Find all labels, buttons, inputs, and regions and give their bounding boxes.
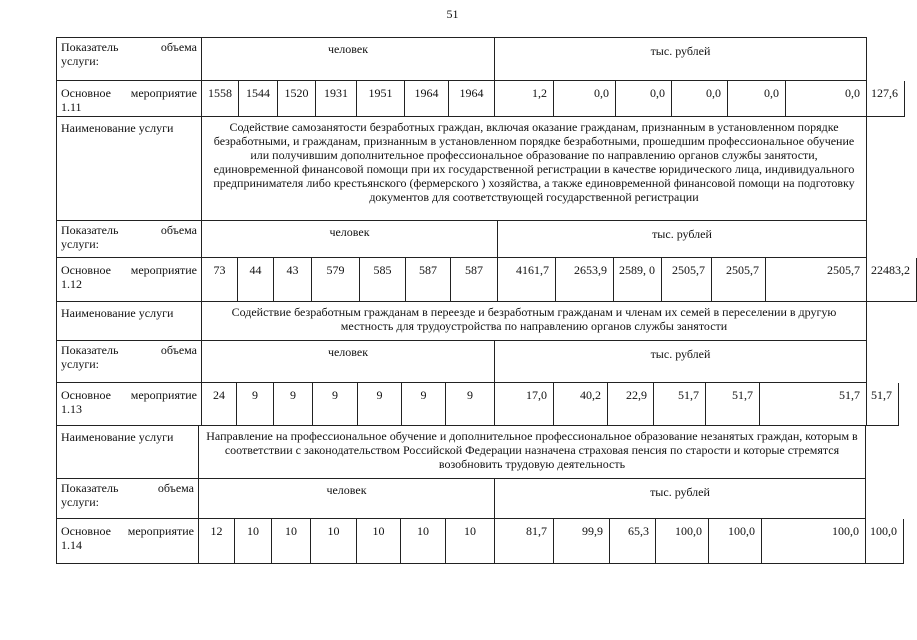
people-value-cell: 1931: [316, 81, 357, 117]
rubles-value-cell: 22483,2: [867, 258, 917, 302]
rubles-value-cell: 0,0: [728, 81, 786, 117]
rubles-value-cell: 51,7: [760, 383, 867, 426]
rubles-value-cell: 100,0: [709, 519, 762, 564]
rubles-value-cell: 2589, 0: [614, 258, 662, 302]
people-value-cell: 43: [274, 258, 312, 302]
volume-label-word: Показатель: [61, 343, 119, 357]
rubles-value-cell: 0,0: [786, 81, 867, 117]
people-value-cell: 44: [238, 258, 274, 302]
people-value-cell: 73: [202, 258, 238, 302]
unit-rubles-header: тыс. рублей: [498, 221, 867, 258]
rubles-value-cell: 51,7: [867, 383, 899, 426]
people-value-cell: 585: [360, 258, 406, 302]
main-event-label: [56, 81, 202, 117]
service-name-label: Наименование услуги: [56, 117, 202, 221]
rubles-value-cell: 2653,9: [556, 258, 614, 302]
rubles-value-cell: 0,0: [554, 81, 616, 117]
volume-label-word: услуги:: [61, 237, 99, 251]
rubles-value-cell: 65,3: [610, 519, 656, 564]
unit-people-header: человек: [199, 479, 495, 519]
main-event-label: [56, 519, 199, 564]
volume-label-word: объема: [157, 481, 194, 495]
event-label-word: Основное: [61, 86, 111, 100]
people-value-cell: 9: [274, 383, 313, 426]
rubles-value-cell: 4161,7: [498, 258, 556, 302]
rubles-value-cell: 51,7: [654, 383, 706, 426]
event-label-word: мероприятие: [130, 86, 197, 100]
people-value-cell: 9: [313, 383, 358, 426]
rubles-value-cell: 22,9: [608, 383, 654, 426]
people-value-cell: 587: [451, 258, 498, 302]
people-value-cell: 9: [237, 383, 274, 426]
volume-indicator-label: [56, 221, 202, 258]
rubles-value-cell: 127,6: [867, 81, 905, 117]
people-value-cell: 1544: [239, 81, 278, 117]
event-label-word: Основное: [61, 263, 111, 277]
event-label-word: Основное: [61, 524, 111, 538]
volume-label-word: Показатель: [61, 40, 119, 54]
rubles-value-cell: 2505,7: [662, 258, 712, 302]
volume-label-word: объема: [160, 40, 197, 54]
volume-label-word: услуги:: [61, 357, 99, 371]
volume-indicator-label: [56, 37, 202, 81]
people-value-cell: 10: [311, 519, 357, 564]
event-label-word: 1.12: [61, 277, 82, 291]
rubles-value-cell: 2505,7: [712, 258, 766, 302]
people-value-cell: 579: [312, 258, 360, 302]
people-value-cell: 24: [202, 383, 237, 426]
unit-people-header: человек: [202, 221, 498, 258]
people-value-cell: 1964: [449, 81, 495, 117]
people-value-cell: 587: [406, 258, 451, 302]
rubles-value-cell: 1,2: [495, 81, 554, 117]
event-label-word: 1.13: [61, 402, 82, 416]
people-value-cell: 1558: [202, 81, 239, 117]
event-label-word: 1.11: [61, 100, 82, 114]
rubles-value-cell: 2505,7: [766, 258, 867, 302]
rubles-value-cell: 0,0: [672, 81, 728, 117]
service-name-label: Наименование услуги: [56, 426, 199, 479]
volume-label-word: услуги:: [61, 495, 99, 509]
volume-label-word: услуги:: [61, 54, 99, 68]
service-name-label: Наименование услуги: [56, 302, 202, 341]
service-description: Содействие самозанятости безработных граждан, включая оказание гражданам, признанным в установленном порядке безработными, и гражданам, признанным в установленном порядке безработными, прошедшим профессиональное обучение или получившим дополнительное профессиональное образование по направлению органов службы занятости, единовременной финансовой помощи при их государственной регистрации в качестве юридического лица, индивидуального предпринимателя либо крестьянского (фермерского ) хозяйства, а также единовременной финансовой помощи на подготовку документов для соответствующей государственной регистрации: [202, 117, 867, 221]
rubles-value-cell: 100,0: [656, 519, 709, 564]
unit-rubles-header: тыс. рублей: [495, 341, 867, 383]
people-value-cell: 10: [401, 519, 446, 564]
people-value-cell: 1951: [357, 81, 405, 117]
page-number: 51: [446, 7, 459, 21]
unit-rubles-header: тыс. рублей: [495, 37, 867, 81]
people-value-cell: 1964: [405, 81, 449, 117]
rubles-value-cell: 0,0: [616, 81, 672, 117]
people-value-cell: 10: [357, 519, 401, 564]
volume-label-word: Показатель: [61, 481, 119, 495]
volume-indicator-label: [56, 479, 199, 519]
volume-label-word: объема: [160, 343, 197, 357]
service-description: Направление на профессиональное обучение и дополнительное профессиональное образование незанятых граждан, которым в соответствии с законодательством Российской Федерации назначена страховая пенсия по старости и которые стремятся возобновить трудовую деятельность: [199, 426, 866, 479]
unit-people-header: человек: [202, 37, 495, 81]
rubles-value-cell: 40,2: [554, 383, 608, 426]
event-label-word: мероприятие: [130, 388, 197, 402]
service-description: Содействие безработным гражданам в переезде и безработным гражданам и членам их семей в переселении в другую местность для трудоустройства по направлению органов службы занятости: [202, 302, 867, 341]
people-value-cell: 10: [446, 519, 495, 564]
event-label-word: Основное: [61, 388, 111, 402]
people-value-cell: 9: [358, 383, 402, 426]
people-value-cell: 1520: [278, 81, 316, 117]
rubles-value-cell: 99,9: [554, 519, 610, 564]
people-value-cell: 9: [446, 383, 495, 426]
people-value-cell: 10: [235, 519, 272, 564]
event-label-word: 1.14: [61, 538, 82, 552]
unit-rubles-header: тыс. рублей: [495, 479, 866, 519]
rubles-value-cell: 51,7: [706, 383, 760, 426]
people-value-cell: 10: [272, 519, 311, 564]
people-value-cell: 12: [199, 519, 235, 564]
volume-label-word: объема: [160, 223, 197, 237]
rubles-value-cell: 100,0: [866, 519, 904, 564]
rubles-value-cell: 100,0: [762, 519, 866, 564]
volume-indicator-label: [56, 341, 202, 383]
unit-people-header: человек: [202, 341, 495, 383]
main-event-label: [56, 258, 202, 302]
rubles-value-cell: 81,7: [495, 519, 554, 564]
rubles-value-cell: 17,0: [495, 383, 554, 426]
main-event-label: [56, 383, 202, 426]
volume-label-word: Показатель: [61, 223, 119, 237]
event-label-word: мероприятие: [130, 263, 197, 277]
people-value-cell: 9: [402, 383, 446, 426]
event-label-word: мероприятие: [127, 524, 194, 538]
